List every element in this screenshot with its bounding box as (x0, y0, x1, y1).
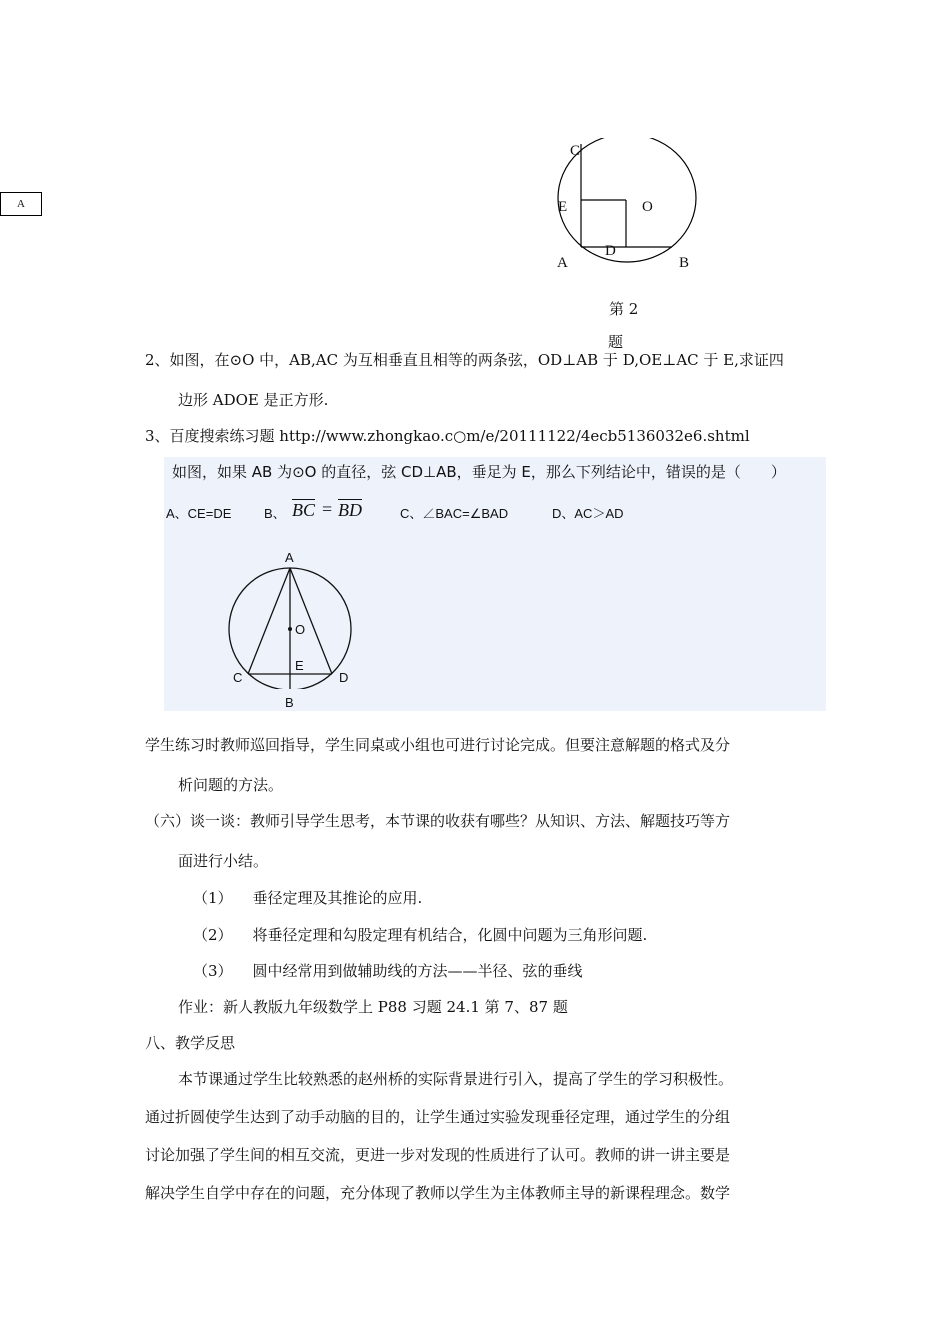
panel-option-b-eq: = (322, 499, 333, 519)
fig2-label-o: O (642, 199, 653, 215)
panel-fig-label-b: B (285, 695, 294, 710)
panel-option-b-prefix: B、 (264, 506, 286, 521)
panel-option-a: A、CE=DE (166, 506, 232, 521)
homework-line: 作业：新人教版九年级数学上 P88 习题 24.1 第 7、87 题 (178, 998, 568, 1016)
summary-item-2 (193, 925, 647, 945)
fig2-label-a: A (557, 255, 568, 271)
panel-fig-label-c: C (233, 670, 243, 685)
problem2-line1: 2、如图，在⊙O 中，AB,AC 为互相垂直且相等的两条弦，OD⊥AB 于 D,OE⊥AC 于 E,求证四 (145, 351, 784, 369)
panel-center-dot (288, 627, 292, 631)
fig2-caption-line1: 第 2 (609, 300, 639, 318)
summary-item-3-text: 圆中经常用到做辅助线的方法——半径、弦的垂线 (252, 962, 583, 980)
summary-item-3 (193, 961, 583, 981)
fig2-label-e: E (558, 199, 568, 215)
panel-question: 如图，如果 AB 为⊙O 的直径，弦 CD⊥AB，垂足为 E，那么下列结论中，错误的是（ ） (172, 463, 786, 481)
summary-item-3-num: （3） (193, 962, 233, 980)
panel-fig-label-d: D (339, 670, 349, 685)
reflection-line2: 通过折圆使学生达到了动手动脑的目的，让学生通过实验发现垂径定理，通过学生的分组 (145, 1108, 731, 1126)
paragraph2-line2: 面进行小结。 (178, 852, 269, 870)
paragraph1-line1: 学生练习时教师巡回指导，学生同桌或小组也可进行讨论完成。但要注意解题的格式及分 (145, 736, 731, 754)
problem3-image-panel (164, 457, 826, 711)
panel-chord-ac (248, 568, 290, 674)
problem2-line2: 边形 ADOE 是正方形. (178, 391, 329, 409)
paragraph1-line2: 析问题的方法。 (178, 776, 284, 794)
reflection-line3: 讨论加强了学生间的相互交流，更进一步对发现的性质进行了认可。教师的讲一讲主要是 (145, 1146, 731, 1164)
fig2-caption-line2: 题 (608, 333, 624, 351)
panel-fig-label-e: E (295, 658, 304, 673)
fig2-label-c: C (570, 143, 581, 159)
section8-heading: 八、教学反思 (145, 1034, 236, 1052)
panel-option-c: C、∠BAC=∠BAD (400, 506, 509, 521)
summary-item-1 (193, 888, 422, 908)
panel-fig-label-a: A (285, 550, 294, 565)
summary-item-2-num: （2） (193, 926, 233, 944)
side-label-box: A (0, 192, 42, 216)
panel-option-d: D、AC＞AD (552, 506, 624, 521)
summary-item-2-text: 将垂径定理和勾股定理有机结合，化圆中问题为三角形问题. (252, 926, 648, 944)
summary-item-1-text: 垂径定理及其推论的应用. (252, 889, 423, 907)
reflection-line1: 本节课通过学生比较熟悉的赵州桥的实际背景进行引入，提高了学生的学习积极性。 (178, 1070, 734, 1088)
problem3-line1: 3、百度搜索练习题 http://www.zhongkao.c○m/e/20111122/4ecb5136032e6.shtml (145, 427, 750, 445)
fig2-label-d: D (605, 243, 616, 259)
reflection-line4: 解决学生自学中存在的问题，充分体现了教师以学生为主体教师主导的新课程理念。数学 (145, 1184, 731, 1202)
panel-option-b-arc2: BD (338, 500, 362, 520)
fig2-label-b: B (679, 255, 690, 271)
summary-item-1-num: （1） (193, 889, 233, 907)
panel-fig-label-o: O (295, 622, 306, 637)
paragraph2-line1: （六）谈一谈：教师引导学生思考，本节课的收获有哪些？从知识、方法、解题技巧等方 (145, 812, 731, 830)
panel-option-b-arc1: BC (292, 500, 316, 520)
